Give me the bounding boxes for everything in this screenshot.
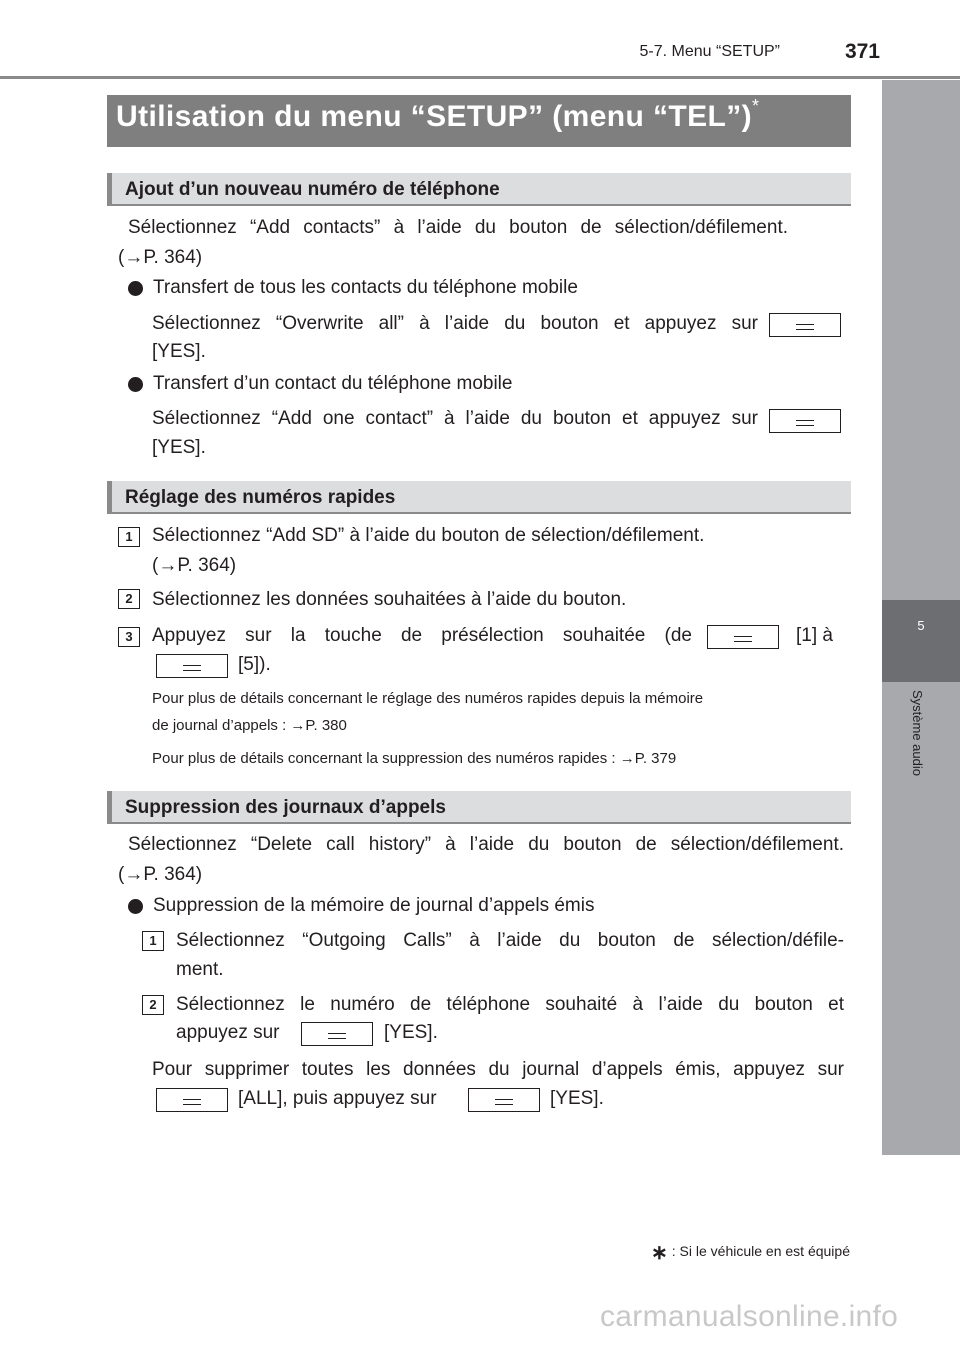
s2-step2-line1: Sélectionnez les données souhaitées à l’aide du bouton. (152, 589, 627, 610)
s2-note1-line1: Pour plus de détails concernant le réglage des numéros rapides depuis la mémoire (152, 690, 704, 707)
equipment-mark: * (752, 96, 760, 116)
s2-step3-mid: [1] à (796, 625, 833, 646)
s3-intro-line1: Sélectionnez “Delete call history” à l’aide du bouton de sélection/défilement. (128, 834, 844, 855)
section-header-delete-call-history (107, 791, 851, 824)
chapter-number: 5 (917, 618, 925, 633)
footnote (651, 1240, 850, 1265)
s2-step1-line2: (→P. 364) (152, 555, 237, 576)
section-header-add-number (107, 173, 851, 206)
preset-button-icon (769, 313, 841, 337)
s3-step2-line1: Sélectionnez le numéro de téléphone souhaité à l’aide du bouton et (176, 994, 844, 1015)
s1-bullet1-line2: [YES]. (152, 341, 206, 362)
s2-note1-line2: de journal d’appels : →P. 380 (152, 717, 347, 734)
s1-bullet1-title: Transfert de tous les contacts du téléphone mobile (153, 277, 578, 298)
s3-bullet-title: Suppression de la mémoire de journal d’appels émis (153, 895, 595, 916)
s1-intro-line2: (→P. 364) (118, 247, 203, 268)
page-header (0, 0, 960, 80)
chapter-label: Système audio (910, 690, 925, 776)
step-number-badge: 1 (142, 931, 164, 951)
s3-all-line2b: [YES]. (550, 1088, 604, 1109)
main-title (116, 96, 760, 134)
s3-step1-line2: ment. (176, 959, 224, 980)
step-number-badge: 2 (118, 589, 140, 609)
bullet-icon (128, 377, 143, 392)
header-section-title: 5-7. Menu “SETUP” (639, 43, 780, 60)
s2-step3-line1: Appuyez sur la touche de présélection souhaitée (de (152, 625, 692, 646)
s3-all-line1: Pour supprimer toutes les données du journal d’appels émis, appuyez sur (152, 1059, 844, 1080)
bullet-icon (128, 281, 143, 296)
step-number-badge: 3 (118, 627, 140, 647)
section-title: Réglage des numéros rapides (125, 487, 396, 508)
s3-step2-line2a: appuyez sur (176, 1022, 280, 1043)
asterisk-icon: ∗ (651, 1242, 668, 1264)
preset-button-icon (769, 409, 841, 433)
s3-step1-line1: Sélectionnez “Outgoing Calls” à l’aide du bouton de sélection/défile- (176, 930, 844, 951)
s3-step2-line2b: [YES]. (384, 1022, 438, 1043)
preset-button-icon (468, 1088, 540, 1112)
s1-bullet2-title: Transfert d’un contact du téléphone mobile (153, 373, 513, 394)
preset-button-icon (156, 654, 228, 678)
preset-button-icon (301, 1022, 373, 1046)
bullet-icon (128, 899, 143, 914)
s1-bullet2-line1: Sélectionnez “Add one contact” à l’aide du bouton et appuyez sur (152, 408, 758, 429)
section-title: Ajout d’un nouveau numéro de téléphone (125, 179, 500, 200)
s2-step1-line1: Sélectionnez “Add SD” à l’aide du bouton de sélection/défilement. (152, 525, 705, 546)
s2-step3-line2: [5]). (238, 654, 271, 675)
s3-all-line2a: [ALL], puis appuyez sur (238, 1088, 437, 1109)
main-title-text: Utilisation du menu “SETUP” (menu “TEL”) (116, 100, 753, 133)
step-number-badge: 1 (118, 527, 140, 547)
section-title: Suppression des journaux d’appels (125, 797, 446, 818)
preset-button-icon (707, 625, 779, 649)
chapter-tab-number-block (882, 600, 960, 682)
watermark: carmanualsonline.info (600, 1300, 899, 1333)
page-number: 371 (844, 40, 880, 63)
s2-note2: Pour plus de détails concernant la suppression des numéros rapides : →P. 379 (152, 750, 677, 767)
s1-intro-line1: Sélectionnez “Add contacts” à l’aide du bouton de sélection/défilement. (128, 217, 788, 238)
footnote-text: : Si le véhicule en est équipé (671, 1243, 850, 1260)
section-header-speed-dial (107, 481, 851, 514)
s1-bullet1-line1: Sélectionnez “Overwrite all” à l’aide du bouton et appuyez sur (152, 313, 758, 334)
step-number-badge: 2 (142, 995, 164, 1015)
preset-button-icon (156, 1088, 228, 1112)
s3-intro-line2: (→P. 364) (118, 864, 203, 885)
s1-bullet2-line2: [YES]. (152, 437, 206, 458)
header-rule (0, 76, 960, 79)
